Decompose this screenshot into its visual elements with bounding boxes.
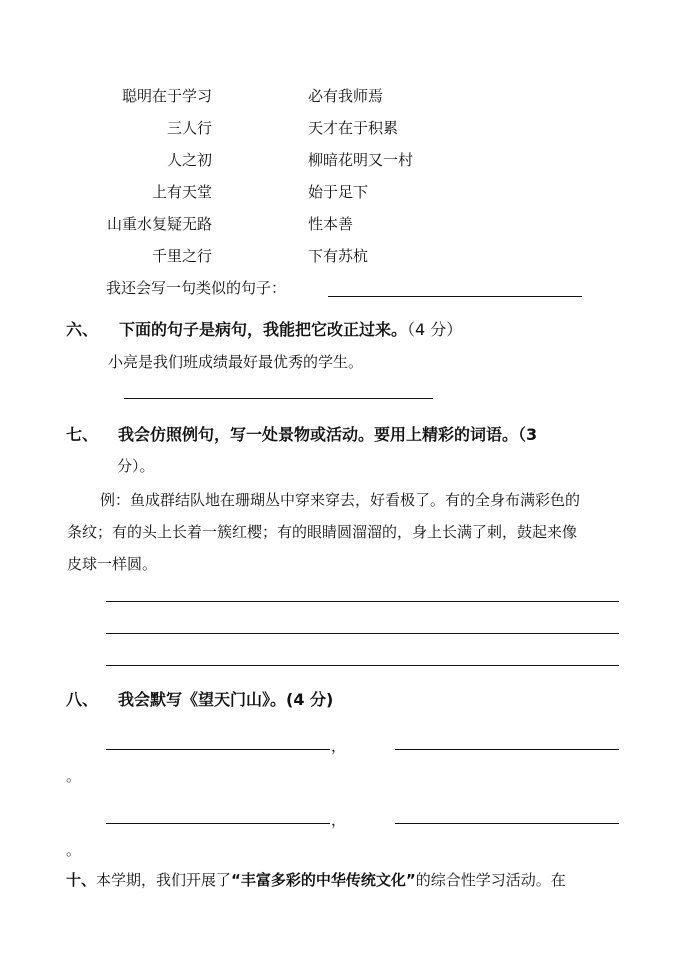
q7-example-line1: 例：鱼成群结队地在珊瑚丛中穿来穿去，好看极了。有的全身布满彩色的 xyxy=(100,491,581,509)
poem-comma-1: ， xyxy=(331,737,347,755)
q6-number: 六、 xyxy=(66,320,99,339)
poem-line-1[interactable] xyxy=(106,749,330,750)
match-right-6: 下有苏杭 xyxy=(308,247,369,265)
q10-number: 十、 xyxy=(66,871,97,889)
write-similar-prompt: 我还会写一句类似的句子： xyxy=(106,279,287,297)
q7-example-line2: 条纹；有的头上长着一簇红樱；有的眼睛圆溜溜的，身上长满了刺，鼓起来像 xyxy=(67,523,578,541)
match-left-3: 人之初 xyxy=(166,151,212,169)
q10-text: 十、本学期，我们开展了“丰富多彩的中华传统文化”的综合性学习活动。在 xyxy=(66,871,566,889)
match-right-3: 柳暗花明又一村 xyxy=(308,151,414,169)
q7-title-cont: 分）。 xyxy=(117,457,155,475)
q7-number: 七、 xyxy=(66,425,99,444)
match-left-4: 上有天堂 xyxy=(151,183,212,201)
q7-example-line3: 皮球一样圆。 xyxy=(67,555,158,573)
poem-period-1: 。 xyxy=(66,767,82,785)
match-left-5: 山重水复疑无路 xyxy=(106,215,212,233)
poem-period-2: 。 xyxy=(66,841,82,859)
answer-line-similar[interactable] xyxy=(328,296,582,297)
q7-title: 我会仿照例句，写一处景物或活动。要用上精彩的词语。（3 xyxy=(118,425,538,444)
match-left-2: 三人行 xyxy=(166,119,212,137)
match-right-2: 天才在于积累 xyxy=(308,119,399,137)
q6-sentence: 小亮是我们班成绩最好最优秀的学生。 xyxy=(108,353,364,371)
q10-highlight: “丰富多彩的中华传统文化” xyxy=(231,871,416,889)
match-right-1: 必有我师焉 xyxy=(308,87,384,105)
answer-line-q7-3[interactable] xyxy=(106,665,619,666)
poem-line-2[interactable] xyxy=(395,749,619,750)
answer-line-q7-2[interactable] xyxy=(106,633,619,634)
answer-line-q7-1[interactable] xyxy=(106,601,619,602)
match-left-6: 千里之行 xyxy=(151,247,212,265)
poem-line-3[interactable] xyxy=(106,823,330,824)
poem-line-4[interactable] xyxy=(395,823,619,824)
match-right-4: 始于足下 xyxy=(308,183,369,201)
q8-title: 我会默写《望天门山》。(4 分) xyxy=(118,690,334,709)
answer-line-q6[interactable] xyxy=(124,398,433,399)
q6-title: 下面的句子是病句，我能把它改正过来。（4 分） xyxy=(119,320,463,339)
match-left-1: 聪明在于学习 xyxy=(121,87,212,105)
q8-number: 八、 xyxy=(66,690,99,709)
match-right-5: 性本善 xyxy=(308,215,354,233)
poem-comma-2: ， xyxy=(331,811,347,829)
